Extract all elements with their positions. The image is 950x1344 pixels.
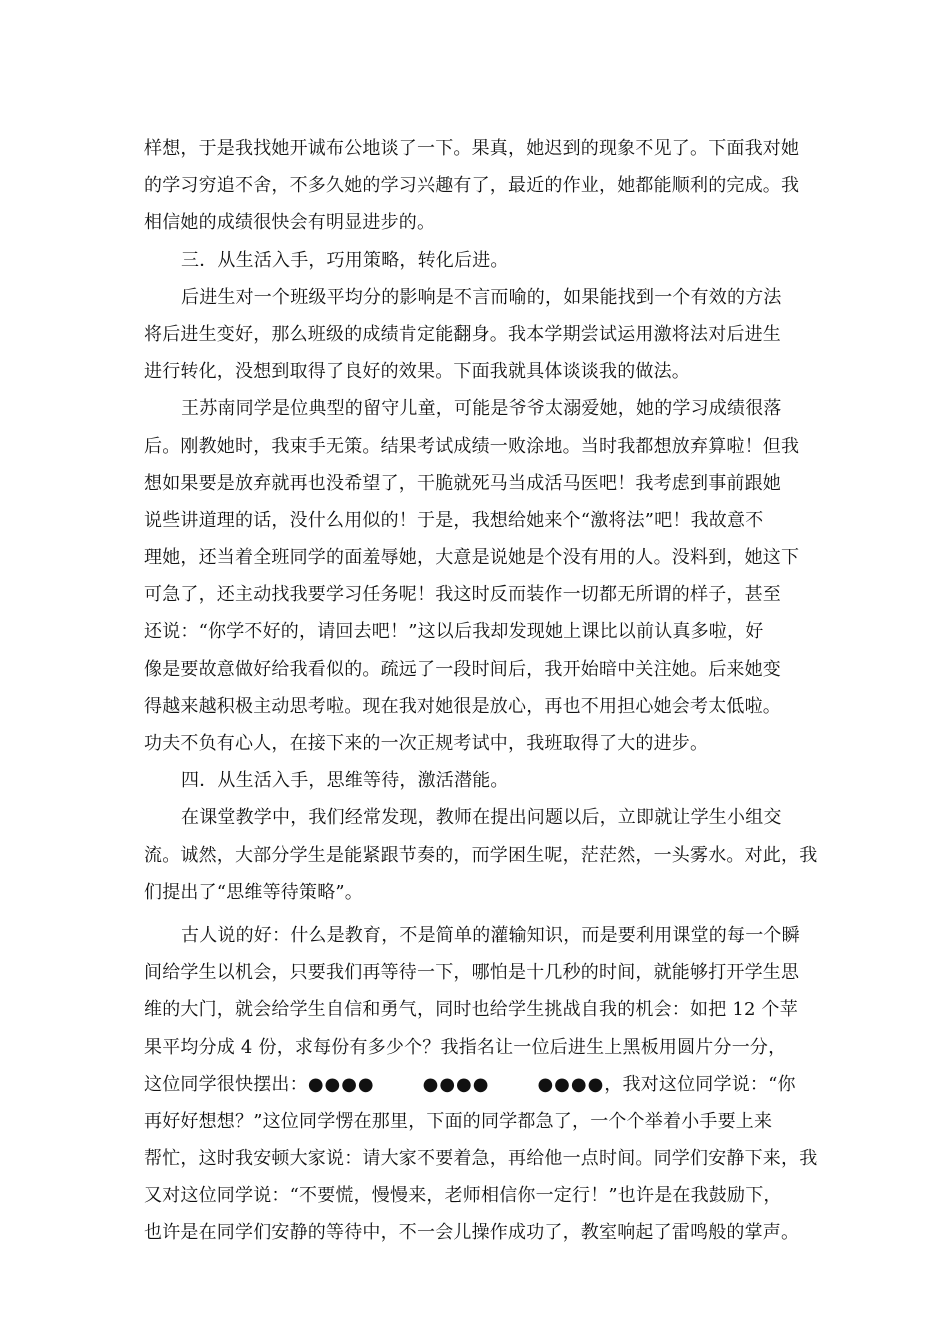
text-line: 理她，还当着全班同学的面羞辱她，大意是说她是个没有用的人。没料到，她这下 [144,547,800,569]
text-line: 古人说的好：什么是教育，不是简单的灌输知识，而是要利用课堂的每一个瞬 [181,924,800,946]
text-line: 还说：“你学不好的，请回去吧！”这以后我却发现她上课比以前认真多啦，好 [144,621,764,643]
text-line: 帮忙，这时我安顿大家说：请大家不要着急，再给他一点时间。同学们安静下来，我 [144,1148,818,1170]
text-line: 得越来越积极主动思考啦。现在我对她很是放心，再也不用担心她会考太低啦。 [144,695,781,717]
text-line: 又对这位同学说：“不要慌，慢慢来，老师相信你一定行！”也许是在我鼓励下， [144,1185,782,1207]
text-line: 像是要故意做好给我看似的。疏远了一段时间后，我开始暗中关注她。后来她变 [144,658,781,680]
text-line: 进行转化，没想到取得了良好的效果。下面我就具体谈谈我的做法。 [144,361,690,383]
text-line: 想如果要是放弃就再也没希望了，干脆就死马当成活马医吧！我考虑到事前跟她 [144,472,781,494]
text-line: 说些讲道理的话，没什么用似的！于是，我想给她来个“激将法”吧！我故意不 [144,509,764,531]
text-line: 果平均分成 4 份，求每份有多少个？我指名让一位后进生上黑板用圆片分一分， [144,1036,787,1058]
text-line: 将后进生变好，那么班级的成绩肯定能翻身。我本学期尝试运用激将法对后进生 [144,323,781,345]
dot-group-2: ●●●● [422,1073,490,1095]
section-heading-4: 四．从生活入手，思维等待，激活潜能。 [181,770,509,792]
text-line: 在课堂教学中，我们经常发现，教师在提出问题以后，立即就让学生小组交 [181,807,782,829]
dot-group-3: ●●●● [537,1073,605,1095]
text-line: 可急了，还主动找我要学习任务呢！我这时反而装作一切都无所谓的样子，甚至 [144,584,781,606]
text-line: 后进生对一个班级平均分的影响是不言而喻的，如果能找到一个有效的方法 [181,286,782,308]
text-line: 的学习穷追不舍，不多久她的学习兴趣有了，最近的作业，她都能顺利的完成。我 [144,175,800,197]
dot-group-1: ●●●● [307,1073,375,1095]
text-segment: 这位同学很快摆出： [144,1073,308,1095]
text-line: 功夫不负有心人，在接下来的一次正规考试中，我班取得了大的进步。 [144,733,709,754]
text-segment: ，我对这位同学说：“你 [604,1073,796,1095]
text-line-with-dots [144,1066,810,1103]
text-line: 流。诚然，大部分学生是能紧跟节奏的，而学困生呢，茫茫然，一头雾水。对此，我 [144,844,818,866]
text-line: 维的大门，就会给学生自信和勇气，同时也给学生挑战自我的机会：如把 12 个苹 [144,999,798,1021]
section-heading-3: 三．从生活入手，巧用策略，转化后进。 [181,249,509,271]
document-page [144,130,818,1252]
text-line: 们提出了“思维等待策略”。 [144,881,364,903]
text-line: 后。刚教她时，我束手无策。结果考试成绩一败涂地。当时我都想放弃算啦！但我 [144,435,800,457]
text-line: 间给学生以机会，只要我们再等待一下，哪怕是十几秒的时间，就能够打开学生思 [144,962,800,984]
text-line: 王苏南同学是位典型的留守儿童，可能是爷爷太溺爱她，她的学习成绩很落 [181,398,782,420]
text-line: 也许是在同学们安静的等待中，不一会儿操作成功了，教室响起了雷鸣般的掌声。 [144,1222,800,1244]
text-line: 样想，于是我找她开诚布公地谈了一下。果真，她迟到的现象不见了。下面我对她 [144,138,800,159]
text-line: 相信她的成绩很快会有明显进步的。 [144,212,436,234]
text-line: 再好好想想？”这位同学愣在那里，下面的同学都急了，一个个举着小手要上来 [144,1110,773,1132]
